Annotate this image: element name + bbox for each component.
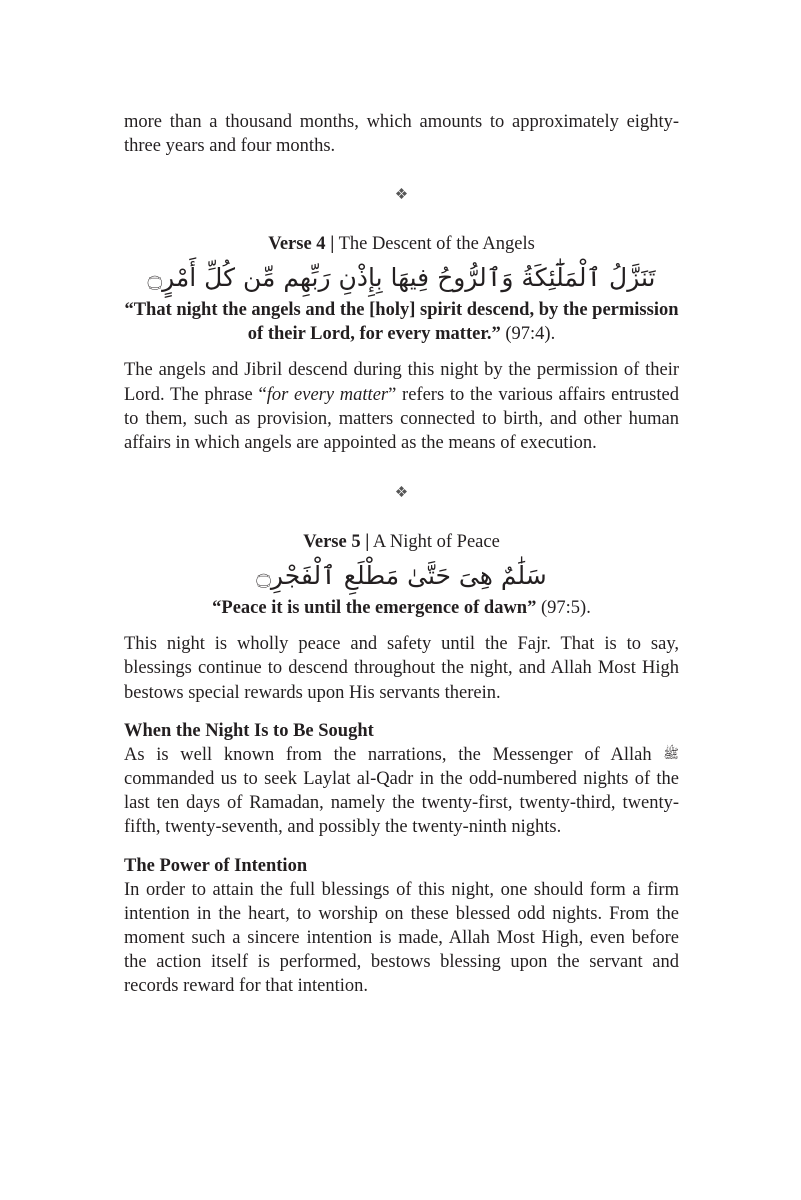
ornament-divider-icon: ❖ [394,485,409,502]
section-sought-paragraph [124,743,679,840]
verse-5-separator: | [365,532,370,553]
verse-4-commentary-italic: for every matter [266,384,389,405]
verse-5-label: Verse 5 [303,532,361,553]
verse-5-translation [124,596,679,620]
verse-4-translation [124,298,679,346]
verse-4-commentary [124,358,679,455]
section-sought-part2: commanded us to seek Laylat al-Qadr in the odd-numbered nights of the last ten days of Ramadan, namely the twenty-first, twenty-third, twenty-fifth, twenty-seventh, and possibly the twenty-ninth nights. [124,769,679,838]
page-content [124,110,679,999]
section-heading-sought: When the Night Is to Be Sought [124,720,374,741]
verse-4-heading [124,232,679,256]
verse-4-label: Verse 4 [268,234,326,255]
section-intention-paragraph: In order to attain the full blessings of this night, one should form a firm intention in the heart, to worship on these blessed odd nights. From the moment such a sincere intention is made, Allah Most High, even before the action itself is performed, bestows blessing upon the servant and records reward for that intention. [124,879,679,997]
verse-4-commentary-part2: ” refers to the various affairs entrusted to them, such as provision, matters connected to birth, and other human affairs in which angels are appointed as the means of execution. [124,384,679,454]
verse-5-title: A Night of Peace [372,532,500,553]
verse-5-commentary: This night is wholly peace and safety until the Fajr. That is to say, blessings continue to descend throughout the night, and Allah Most High bestows special rewards upon His servants therein. [124,634,679,703]
verse-4-commentary-part1: The angels and Jibril descend during this night by the permission of their Lord. The phrase “ [124,360,679,405]
verse-5-heading [124,530,679,554]
verse-4-separator: | [330,234,335,255]
verse-5-reference: (97:5). [540,598,591,619]
verse-4-arabic: تَنَزَّلُ ٱلْمَلَٰٓئِكَةُ وَٱلرُّوحُ فِيهَا بِإِذْنِ رَبِّهِم مِّن كُلِّ أَمْرٍ۝ [147,263,656,293]
verse-5-translation-text: “Peace it is until the emergence of dawn” [212,598,537,619]
verse-4-translation-text: “That night the angels and the [holy] spirit descend, by the permission of their Lord, for every matter.” [124,300,679,345]
honorific-icon: ﷺ [663,746,680,762]
verse-4-reference: (97:4). [505,324,556,345]
section-sought-part1: As is well known from the narrations, the Messenger of Allah [124,744,652,765]
verse-5-arabic: سَلَٰمٌ هِىَ حَتَّىٰ مَطْلَعِ ٱلْفَجْرِ۝ [256,561,547,591]
section-heading-intention: The Power of Intention [124,855,308,876]
ornament-divider-icon: ❖ [394,187,409,204]
verse-4-title: The Descent of the Angels [338,234,535,255]
intro-paragraph: more than a thousand months, which amounts to approximately eighty-three years and four months. [124,112,679,157]
